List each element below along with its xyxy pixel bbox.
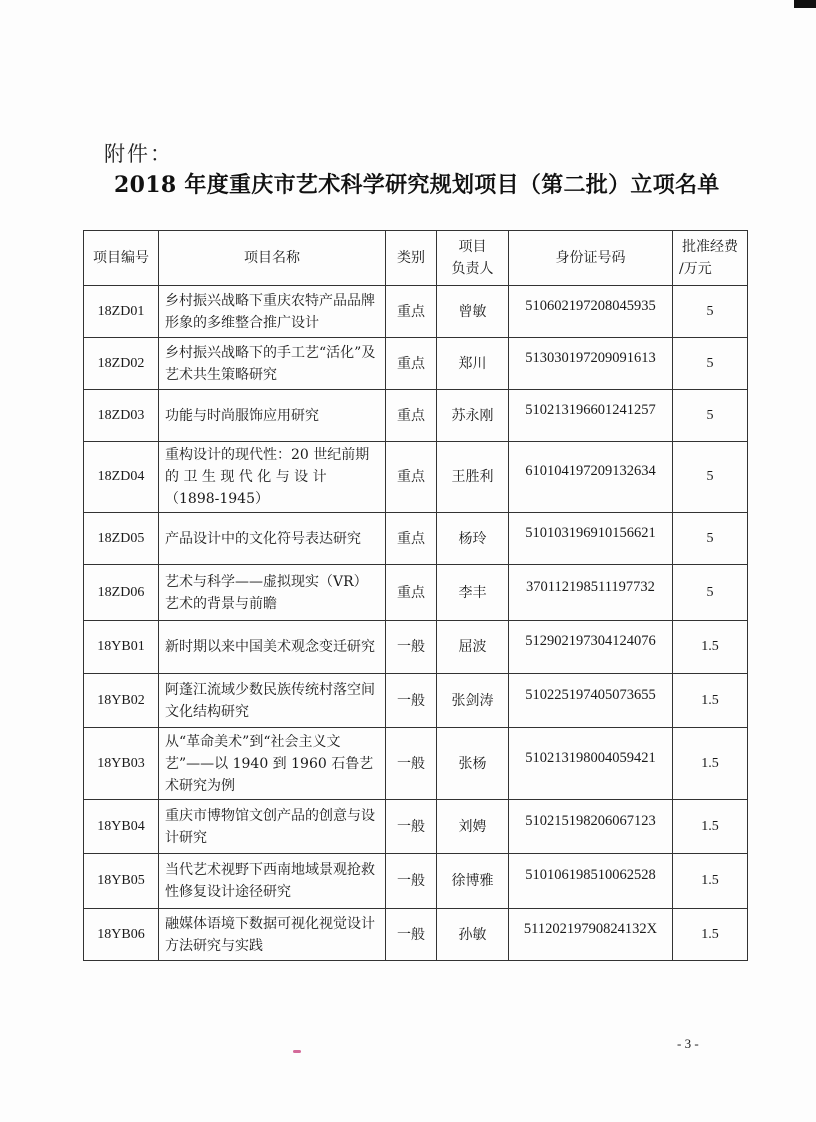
- approved-funding: 5: [706, 530, 714, 546]
- project-lead-cell: [437, 390, 509, 442]
- header-fund-line2: /万元: [679, 261, 712, 277]
- header-fund-line1: 批准经费: [682, 239, 738, 255]
- approved-funding: 5: [706, 469, 714, 484]
- id-number-cell: [509, 390, 673, 442]
- id-number: 510213196601241257: [525, 401, 656, 418]
- project-type: 一般: [397, 873, 425, 889]
- id-number-cell: [509, 442, 673, 513]
- project-name: 乡村振兴战略下重庆农特产品品牌形象的多维整合推广设计: [165, 292, 375, 331]
- project-type-cell: [386, 513, 437, 565]
- project-lead-cell: [437, 909, 509, 961]
- project-name-cell: [159, 442, 386, 513]
- approved-funding-cell: [673, 854, 748, 909]
- id-number: 510103196910156621: [525, 524, 656, 541]
- project-type-cell: [386, 565, 437, 621]
- project-type-cell: [386, 442, 437, 513]
- approved-funding-cell: [673, 674, 748, 728]
- table-row: [84, 854, 748, 909]
- approved-funding: 1.5: [701, 639, 719, 654]
- project-code-cell: [84, 621, 159, 674]
- id-number: 513030197209091613: [525, 349, 656, 366]
- ink-mark: [293, 1050, 301, 1053]
- approved-funding: 5: [706, 355, 714, 371]
- project-code-cell: [84, 800, 159, 854]
- table-row: [84, 621, 748, 674]
- project-type: 一般: [397, 926, 425, 943]
- approved-funding-cell: [673, 338, 748, 390]
- id-number-cell: [509, 286, 673, 338]
- project-code: 18YB03: [97, 755, 145, 771]
- id-number: 610104197209132634: [525, 463, 656, 479]
- table-row: [84, 909, 748, 961]
- project-code: 18ZD01: [97, 303, 145, 319]
- project-type-cell: [386, 390, 437, 442]
- id-number-cell: [509, 338, 673, 390]
- project-name-cell: [159, 800, 386, 854]
- project-type: 重点: [397, 584, 425, 601]
- project-code-cell: [84, 390, 159, 442]
- project-code-cell: [84, 338, 159, 390]
- id-number-cell: [509, 513, 673, 565]
- project-name: 从“革命美术”到“社会主义文艺”——以 1940 到 1960 石鲁艺术研究为例: [165, 733, 374, 794]
- project-type: 一般: [397, 692, 425, 709]
- project-lead: 刘娉: [458, 818, 487, 835]
- project-lead: 曾敏: [458, 303, 487, 320]
- project-lead-cell: [437, 513, 509, 565]
- project-type-cell: [386, 854, 437, 909]
- project-name: 功能与时尚服饰应用研究: [165, 407, 319, 424]
- header-lead-line1: 项目: [458, 239, 487, 255]
- project-code: 18ZD03: [97, 407, 145, 423]
- project-code: 18YB01: [97, 639, 145, 654]
- project-name-cell: [159, 286, 386, 338]
- table-row: [84, 338, 748, 390]
- project-lead: 郑川: [458, 355, 487, 372]
- approved-funding: 1.5: [701, 692, 719, 708]
- project-name-cell: [159, 621, 386, 674]
- project-code-cell: [84, 442, 159, 513]
- project-lead: 张杨: [458, 755, 487, 772]
- approved-funding-cell: [673, 286, 748, 338]
- project-type-cell: [386, 621, 437, 674]
- header-type: 类别: [386, 231, 437, 286]
- project-code: 18YB05: [97, 873, 145, 888]
- header-lead-line2: 负责人: [451, 261, 494, 277]
- project-name: 产品设计中的文化符号表达研究: [165, 530, 361, 547]
- project-type-cell: [386, 338, 437, 390]
- project-lead: 徐博雅: [451, 873, 494, 889]
- approved-funding: 5: [706, 407, 714, 423]
- project-type-cell: [386, 800, 437, 854]
- project-code: 18ZD04: [97, 469, 145, 484]
- project-list-table: [83, 230, 748, 961]
- header-id: 身份证号码: [509, 231, 673, 286]
- id-number: 510213198004059421: [525, 749, 656, 766]
- approved-funding-cell: [673, 442, 748, 513]
- id-number-cell: [509, 621, 673, 674]
- project-lead: 张剑涛: [451, 692, 494, 709]
- id-number: 510225197405073655: [525, 686, 656, 703]
- project-code: 18ZD06: [97, 584, 145, 600]
- id-number: 510106198510062528: [525, 867, 656, 883]
- project-name-cell: [159, 390, 386, 442]
- project-name: 艺术与科学——虚拟现实（VR）艺术的背景与前瞻: [165, 573, 368, 612]
- id-number-cell: [509, 728, 673, 800]
- project-lead: 王胜利: [451, 469, 494, 485]
- id-number: 51120219790824132X: [523, 920, 658, 937]
- approved-funding-cell: [673, 390, 748, 442]
- project-type: 一般: [397, 639, 425, 655]
- project-lead-cell: [437, 621, 509, 674]
- attachment-label: 附件：: [104, 142, 173, 166]
- project-type: 重点: [397, 407, 425, 424]
- approved-funding-cell: [673, 800, 748, 854]
- table-row: [84, 390, 748, 442]
- id-number: 512902197304124076: [525, 633, 656, 649]
- project-type: 重点: [397, 530, 425, 547]
- approved-funding: 1.5: [701, 755, 719, 771]
- project-lead: 杨玲: [458, 530, 487, 547]
- project-name: 融媒体语境下数据可视化视觉设计方法研究与实践: [165, 915, 375, 954]
- project-lead-cell: [437, 442, 509, 513]
- page-number: - 3 -: [677, 1036, 699, 1051]
- id-number-cell: [509, 674, 673, 728]
- id-number-cell: [509, 800, 673, 854]
- project-lead: 屈波: [458, 639, 487, 655]
- project-code-cell: [84, 565, 159, 621]
- project-code-cell: [84, 513, 159, 565]
- project-lead: 李丰: [458, 584, 487, 601]
- table-row: [84, 513, 748, 565]
- header-lead: [437, 231, 509, 286]
- id-number: 510215198206067123: [525, 812, 656, 829]
- project-lead-cell: [437, 800, 509, 854]
- approved-funding: 5: [706, 303, 714, 319]
- id-number-cell: [509, 909, 673, 961]
- project-lead-cell: [437, 674, 509, 728]
- approved-funding: 1.5: [701, 926, 719, 942]
- scan-corner-mark: [794, 0, 816, 8]
- id-number-cell: [509, 854, 673, 909]
- project-type: 一般: [397, 755, 425, 772]
- project-code-cell: [84, 854, 159, 909]
- project-code: 18YB04: [97, 818, 145, 834]
- header-fund: [673, 231, 748, 286]
- project-lead-cell: [437, 565, 509, 621]
- project-name: 新时期以来中国美术观念变迁研究: [165, 639, 375, 655]
- table-row: [84, 565, 748, 621]
- project-name: 重构设计的现代性：20 世纪前期的 卫 生 现 代 化 与 设 计（1898-1945）: [165, 447, 370, 507]
- project-name-cell: [159, 674, 386, 728]
- project-code: 18YB06: [97, 926, 145, 942]
- table-row: [84, 728, 748, 800]
- project-type-cell: [386, 909, 437, 961]
- document-title: 2018 年度重庆市艺术科学研究规划项目（第二批）立项名单: [114, 172, 720, 198]
- project-lead-cell: [437, 338, 509, 390]
- project-type: 重点: [397, 303, 425, 320]
- project-name: 重庆市博物馆文创产品的创意与设计研究: [165, 807, 375, 846]
- project-lead: 苏永刚: [451, 407, 494, 424]
- project-lead: 孙敏: [458, 926, 487, 943]
- id-number: 510602197208045935: [525, 297, 656, 314]
- project-name-cell: [159, 854, 386, 909]
- approved-funding-cell: [673, 621, 748, 674]
- project-type-cell: [386, 674, 437, 728]
- project-type: 一般: [397, 818, 425, 835]
- project-code-cell: [84, 728, 159, 800]
- project-lead-cell: [437, 286, 509, 338]
- header-code: 项目编号: [84, 231, 159, 286]
- project-name: 阿蓬江流域少数民族传统村落空间文化结构研究: [165, 681, 375, 720]
- approved-funding: 5: [706, 584, 714, 600]
- project-code-cell: [84, 909, 159, 961]
- project-lead-cell: [437, 728, 509, 800]
- table-row: [84, 674, 748, 728]
- project-code: 18ZD05: [97, 530, 145, 546]
- project-name-cell: [159, 513, 386, 565]
- table-row: [84, 442, 748, 513]
- project-code: 18ZD02: [97, 355, 145, 371]
- approved-funding-cell: [673, 565, 748, 621]
- project-name-cell: [159, 565, 386, 621]
- project-type: 重点: [397, 469, 425, 485]
- project-type-cell: [386, 728, 437, 800]
- project-name-cell: [159, 728, 386, 800]
- table-header-row: [84, 231, 748, 286]
- id-number-cell: [509, 565, 673, 621]
- table-row: [84, 286, 748, 338]
- approved-funding: 1.5: [701, 818, 719, 834]
- approved-funding: 1.5: [701, 873, 719, 888]
- approved-funding-cell: [673, 728, 748, 800]
- approved-funding-cell: [673, 909, 748, 961]
- table-row: [84, 800, 748, 854]
- project-name-cell: [159, 909, 386, 961]
- project-name: 当代艺术视野下西南地域景观抢救性修复设计途径研究: [165, 862, 375, 900]
- project-code-cell: [84, 286, 159, 338]
- project-code: 18YB02: [97, 692, 145, 708]
- project-type-cell: [386, 286, 437, 338]
- project-lead-cell: [437, 854, 509, 909]
- id-number: 370112198511197732: [526, 578, 655, 595]
- project-type: 重点: [397, 355, 425, 372]
- project-name-cell: [159, 338, 386, 390]
- approved-funding-cell: [673, 513, 748, 565]
- project-name: 乡村振兴战略下的手工艺“活化”及艺术共生策略研究: [165, 344, 376, 383]
- header-name: 项目名称: [159, 231, 386, 286]
- project-code-cell: [84, 674, 159, 728]
